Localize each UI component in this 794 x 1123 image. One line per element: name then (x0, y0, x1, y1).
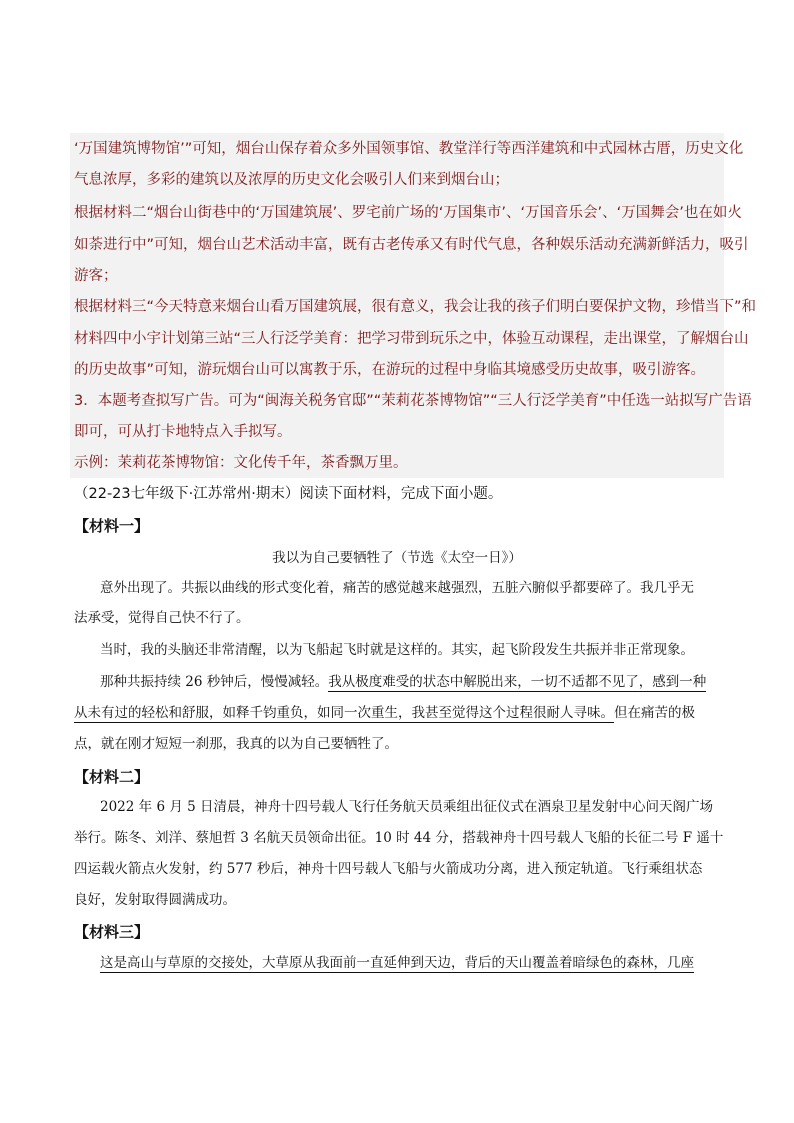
material2-paragraph-line: 良好，发射取得圆满成功。 (74, 892, 236, 908)
material2-paragraph-line: 四运载火箭点火发射，约 577 秒后，神舟十四号载人飞船与火箭成功分离，进入预定轨道。飞行乘组状态 (74, 861, 703, 877)
material3-heading: 【材料三】 (74, 923, 150, 941)
underlined-text: 我从极度难受的状态中解脱出来，一切不适都不见了，感到一种 (328, 674, 707, 690)
material1-paragraph-line: 法承受，觉得自己快不行了。 (74, 610, 250, 626)
answer-line: 根据材料二“烟台山街巷中的‘万国建筑展’、罗宅前广场的‘万国集市’、‘万国音乐会’、‘万国舞会’也在如火 (74, 205, 742, 221)
answer-line: 即可，可从打卡地特点入手拟写。 (74, 424, 292, 440)
underlined-text: 从未有过的轻松和舒服，如释千钧重负，如同一次重生，我甚至觉得这个过程很耐人寻味。 (74, 705, 614, 721)
answer-line: 材料四中小宇计划第三站“三人行泛学美育：把学习带到玩乐之中，体验互动课程，走出课堂，了解烟台山 (74, 331, 749, 347)
material1-paragraph-line: 意外出现了。共振以曲线的形式变化着，痛苦的感觉越来越强烈，五脏六腑似乎都要碎了。我几乎无 (100, 580, 694, 596)
material1-paragraph-line: 当时，我的头脑还非常清醒，以为飞船起飞时就是这样的。其实，起飞阶段发生共振并非正常现象。 (100, 642, 694, 658)
material2-paragraph-line: 2022 年 6 月 5 日清晨，神舟十四号载人飞行任务航天员乘组出征仪式在酒泉卫星发射中心问天阁广场 (100, 799, 713, 815)
plain-text: 那种共振持续 26 秒钟后，慢慢减轻。 (100, 674, 329, 690)
material1-paragraph-line (100, 672, 720, 692)
plain-text: 但在痛苦的极 (614, 705, 695, 721)
material1-paragraph-line: 点，就在刚才短短一刹那，我真的以为自己要牺牲了。 (74, 736, 398, 752)
answer-line: ‘万国建筑博物馆’”可知，烟台山保存着众多外国领事馆、教堂洋行等西洋建筑和中式园林古厝，历史文化 (74, 141, 744, 157)
material1-heading: 【材料一】 (74, 517, 150, 535)
answer-line: 3．本题考查拟写广告。可为“闽海关税务官邸”“茉莉花茶博物馆”“三人行泛学美育”中任选一站拟写广告语 (74, 393, 752, 409)
answer-line: 如荼进行中”可知，烟台山艺术活动丰富，既有古老传承又有时代气息，各种娱乐活动充满新鲜活力，吸引 (74, 237, 749, 253)
underlined-text: 这是高山与草原的交接处，大草原从我面前一直延伸到天边，背后的天山覆盖着暗绿色的森林，几座 (100, 955, 694, 971)
material2-heading: 【材料二】 (74, 768, 150, 786)
material1-paragraph-line (74, 703, 694, 723)
question-intro: （22-23七年级下·江苏常州·期末）阅读下面材料，完成下面小题。 (74, 486, 503, 502)
material3-paragraph-line (100, 953, 720, 973)
answer-line: 示例：茉莉花茶博物馆：文化传千年，茶香飘万里。 (74, 455, 408, 471)
answer-line: 游客； (74, 268, 118, 284)
material2-paragraph-line: 举行。陈冬、刘洋、蔡旭哲 3 名航天员领命出征。10 时 44 分，搭载神舟十四号载人飞船的长征二号 F 遥十 (74, 830, 724, 846)
answer-line: 气息浓厚，多彩的建筑以及浓厚的历史文化会吸引人们来到烟台山； (74, 172, 509, 188)
answer-line: 根据材料三“今天特意来烟台山看万国建筑展，很有意义，我会让我的孩子们明白要保护文物，珍惜当下”和 (74, 299, 757, 315)
answer-line: 的历史故事”可知，游玩烟台山可以寓教于乐，在游玩的过程中身临其境感受历史故事，吸引游客。 (74, 362, 706, 378)
material1-title: 我以为自己要牺牲了（节选《太空一日》） (272, 550, 522, 566)
